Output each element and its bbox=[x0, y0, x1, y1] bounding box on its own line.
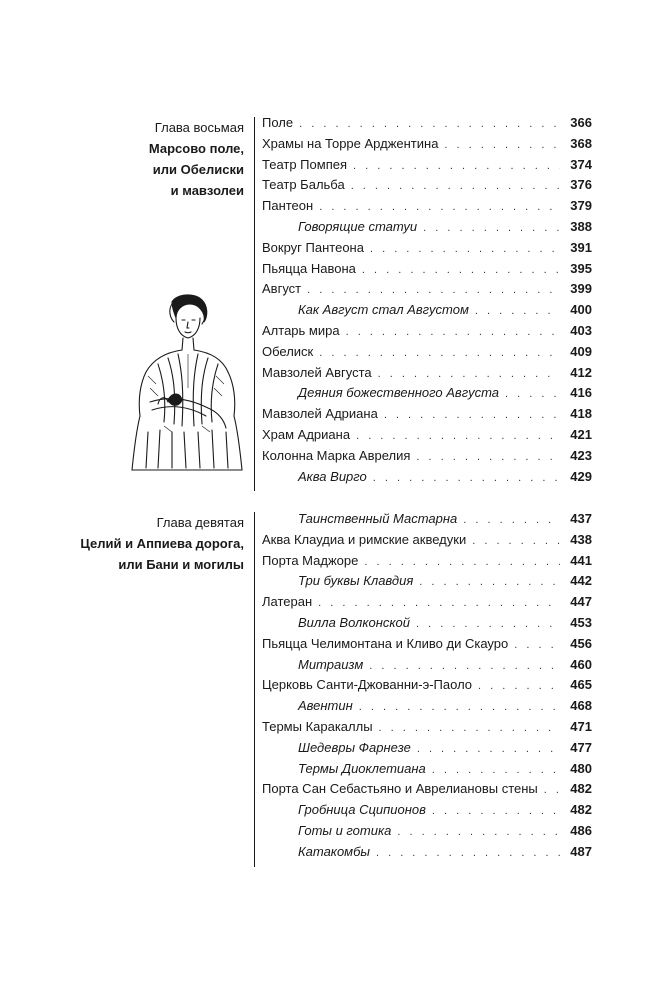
dot-leader bbox=[359, 701, 560, 713]
toc-entry-page-number: 423 bbox=[570, 447, 592, 463]
toc-entry-page-number: 482 bbox=[570, 802, 592, 818]
toc-entry-page-number: 391 bbox=[570, 239, 592, 255]
toc-entry[interactable] bbox=[262, 698, 592, 719]
toc-entry-title: Театр Бальба bbox=[262, 177, 345, 193]
toc-entry[interactable] bbox=[262, 261, 592, 282]
dot-leader bbox=[444, 139, 560, 151]
toc-entry-title: Как Август стал Августом bbox=[298, 302, 469, 318]
dot-leader bbox=[463, 514, 560, 526]
dot-leader bbox=[299, 118, 560, 130]
dot-leader bbox=[353, 160, 560, 172]
toc-entry-title: Термы Диоклетиана bbox=[298, 760, 426, 776]
dot-leader bbox=[432, 805, 560, 817]
toc-entry-page-number: 416 bbox=[570, 385, 592, 401]
toc-entry-title: Порта Маджоре bbox=[262, 552, 359, 568]
toc-entry[interactable] bbox=[262, 532, 592, 553]
dot-leader bbox=[514, 639, 560, 651]
toc-entry[interactable] bbox=[262, 781, 592, 802]
chapter-9-toc bbox=[262, 511, 592, 865]
dot-leader bbox=[346, 326, 560, 338]
toc-entry-title: Храмы на Торре Арджентина bbox=[262, 135, 439, 151]
toc-entry-title: Мавзолей Адриана bbox=[262, 406, 378, 422]
toc-entry-title: Говорящие статуи bbox=[298, 218, 418, 234]
toc-entry-title: Термы Каракаллы bbox=[262, 718, 373, 734]
dot-leader bbox=[419, 576, 560, 588]
toc-entry-title: Порта Сан Себастьяно и Аврелиановы стены bbox=[262, 781, 538, 797]
dot-leader bbox=[373, 472, 560, 484]
toc-entry-page-number: 486 bbox=[570, 822, 592, 838]
toc-entry-page-number: 471 bbox=[570, 718, 592, 734]
toc-entry-title: Вилла Волконской bbox=[298, 614, 410, 630]
toc-entry[interactable] bbox=[262, 323, 592, 344]
toc-entry-title: Храм Адриана bbox=[262, 426, 351, 442]
toc-entry-title: Август bbox=[262, 281, 302, 297]
toc-entry[interactable] bbox=[262, 385, 592, 406]
toc-entry[interactable] bbox=[262, 802, 592, 823]
dot-leader bbox=[475, 305, 560, 317]
toc-entry-page-number: 438 bbox=[570, 531, 592, 547]
toc-entry-title: Аква Клаудиа и римские акведуки bbox=[262, 531, 467, 547]
toc-entry-page-number: 456 bbox=[570, 635, 592, 651]
chapter-9-divider bbox=[254, 512, 255, 867]
toc-entry-title: Вокруг Пантеона bbox=[262, 239, 364, 255]
chapter-8-divider bbox=[254, 117, 255, 491]
toc-entry-page-number: 460 bbox=[570, 656, 592, 672]
toc-entry-title: Митраизм bbox=[298, 656, 364, 672]
toc-entry[interactable] bbox=[262, 573, 592, 594]
dot-leader bbox=[356, 430, 560, 442]
toc-entry[interactable] bbox=[262, 365, 592, 386]
dot-leader bbox=[478, 680, 560, 692]
dot-leader bbox=[376, 847, 560, 859]
toc-entry-page-number: 409 bbox=[570, 343, 592, 359]
toc-entry[interactable] bbox=[262, 177, 592, 198]
toc-entry-page-number: 441 bbox=[570, 552, 592, 568]
toc-entry-page-number: 368 bbox=[570, 135, 592, 151]
toc-entry-page-number: 400 bbox=[570, 302, 592, 318]
chapter-8-title-line-2: или Обелиски bbox=[152, 162, 244, 177]
toc-entry[interactable] bbox=[262, 844, 592, 865]
toc-entry[interactable] bbox=[262, 594, 592, 615]
toc-entry-page-number: 482 bbox=[570, 781, 592, 797]
dot-leader bbox=[416, 451, 560, 463]
dot-leader bbox=[362, 264, 560, 276]
toc-entry[interactable] bbox=[262, 219, 592, 240]
toc-entry-title: Поле bbox=[262, 115, 294, 130]
toc-entry[interactable] bbox=[262, 198, 592, 219]
toc-entry-title: Церковь Санти-Джованни-э-Паоло bbox=[262, 677, 473, 693]
toc-entry-page-number: 487 bbox=[570, 843, 592, 859]
dot-leader bbox=[417, 743, 560, 755]
toc-entry[interactable] bbox=[262, 553, 592, 574]
toc-entry-page-number: 388 bbox=[570, 218, 592, 234]
toc-entry-page-number: 403 bbox=[570, 322, 592, 338]
toc-entry[interactable] bbox=[262, 302, 592, 323]
toc-entry[interactable] bbox=[262, 823, 592, 844]
dot-leader bbox=[505, 388, 560, 400]
toc-entry-title: Шедевры Фарнезе bbox=[298, 739, 411, 755]
dot-leader bbox=[369, 660, 560, 672]
dot-leader bbox=[432, 764, 560, 776]
toc-entry-page-number: 395 bbox=[570, 260, 592, 276]
toc-entry[interactable] bbox=[262, 136, 592, 157]
toc-entry-title: Пьяцца Навона bbox=[262, 260, 356, 276]
toc-entry-page-number: 465 bbox=[570, 677, 592, 693]
toc-entry-page-number: 437 bbox=[570, 511, 592, 526]
toc-entry-title: Колонна Марка Аврелия bbox=[262, 447, 411, 463]
toc-entry-title: Обелиск bbox=[262, 343, 314, 359]
chapter-8-label: Глава восьмая bbox=[154, 120, 244, 135]
toc-entry-page-number: 421 bbox=[570, 426, 592, 442]
chapter-8-heading bbox=[149, 117, 244, 201]
toc-entry-page-number: 429 bbox=[570, 468, 592, 484]
chapter-8-title-line-3: и мавзолеи bbox=[170, 183, 244, 198]
toc-entry-page-number: 399 bbox=[570, 281, 592, 297]
toc-entry-page-number: 480 bbox=[570, 760, 592, 776]
toc-entry[interactable] bbox=[262, 761, 592, 782]
toc-entry[interactable] bbox=[262, 719, 592, 740]
toc-entry-title: Готы и готика bbox=[298, 822, 392, 838]
dot-leader bbox=[544, 784, 560, 796]
toc-entry-page-number: 412 bbox=[570, 364, 592, 380]
dot-leader bbox=[423, 222, 560, 234]
chapter-9-label: Глава девятая bbox=[156, 515, 244, 530]
dot-leader bbox=[364, 556, 560, 568]
dot-leader bbox=[319, 201, 560, 213]
toc-entry[interactable] bbox=[262, 406, 592, 427]
toc-entry-page-number: 477 bbox=[570, 739, 592, 755]
toc-entry-title: Театр Помпея bbox=[262, 156, 348, 172]
dot-leader bbox=[319, 347, 560, 359]
toc-entry[interactable] bbox=[262, 115, 592, 136]
dot-leader bbox=[416, 618, 560, 630]
chapter-9-title-line-1: Целий и Аппиева дорога, bbox=[80, 536, 244, 551]
toc-entry[interactable] bbox=[262, 448, 592, 469]
toc-entry-title: Аква Вирго bbox=[298, 468, 367, 484]
toc-entry[interactable] bbox=[262, 511, 592, 532]
toc-entry-page-number: 418 bbox=[570, 406, 592, 422]
chapter-9-title-line-2: или Бани и могилы bbox=[118, 557, 244, 572]
dot-leader bbox=[384, 409, 560, 421]
toc-entry-title: Три буквы Клавдия bbox=[298, 573, 414, 589]
toc-entry-page-number: 447 bbox=[570, 594, 592, 610]
dot-leader bbox=[351, 180, 560, 192]
toc-entry[interactable] bbox=[262, 615, 592, 636]
toc-entry-title: Таинственный Мастарна bbox=[298, 511, 458, 526]
toc-entry-page-number: 453 bbox=[570, 614, 592, 630]
toc-entry[interactable] bbox=[262, 427, 592, 448]
toc-entry-page-number: 376 bbox=[570, 177, 592, 193]
toc-entry-title: Алтарь мира bbox=[262, 322, 340, 338]
toc-entry[interactable] bbox=[262, 740, 592, 761]
dot-leader bbox=[472, 535, 560, 547]
dot-leader bbox=[379, 722, 560, 734]
dot-leader bbox=[318, 597, 560, 609]
dot-leader bbox=[307, 284, 560, 296]
toc-entry-title: Пантеон bbox=[262, 198, 314, 214]
toc-entry[interactable] bbox=[262, 240, 592, 261]
toc-entry-page-number: 379 bbox=[570, 198, 592, 214]
toc-entry-title: Латеран bbox=[262, 594, 313, 610]
toc-entry[interactable] bbox=[262, 281, 592, 302]
chapter-8-title-line-1: Марсово поле, bbox=[148, 141, 244, 156]
dot-leader bbox=[397, 826, 560, 838]
toc-entry-page-number: 468 bbox=[570, 698, 592, 714]
toc-entry[interactable] bbox=[262, 157, 592, 178]
toc-entry[interactable] bbox=[262, 344, 592, 365]
toc-entry-title: Гробница Сципионов bbox=[298, 802, 426, 818]
toc-entry-title: Деяния божественного Августа bbox=[298, 385, 500, 401]
toc-entry-page-number: 442 bbox=[570, 573, 592, 589]
toc-entry-title: Катакомбы bbox=[298, 843, 370, 859]
toc-entry-title: Авентин bbox=[298, 698, 353, 714]
toc-entry-title: Мавзолей Августа bbox=[262, 364, 372, 380]
chapter-8-toc bbox=[262, 115, 592, 489]
toc-entry-page-number: 374 bbox=[570, 156, 592, 172]
toc-entry[interactable] bbox=[262, 469, 592, 490]
toc-entry[interactable] bbox=[262, 657, 592, 678]
chapter-9-heading bbox=[80, 512, 244, 575]
dot-leader bbox=[378, 368, 560, 380]
statue-illustration-icon bbox=[128, 292, 246, 478]
toc-entry[interactable] bbox=[262, 677, 592, 698]
toc-entry[interactable] bbox=[262, 636, 592, 657]
toc-entry-page-number: 366 bbox=[570, 115, 592, 130]
dot-leader bbox=[370, 243, 560, 255]
toc-entry-title: Пьяцца Челимонтана и Кливо ди Скауро bbox=[262, 635, 509, 651]
